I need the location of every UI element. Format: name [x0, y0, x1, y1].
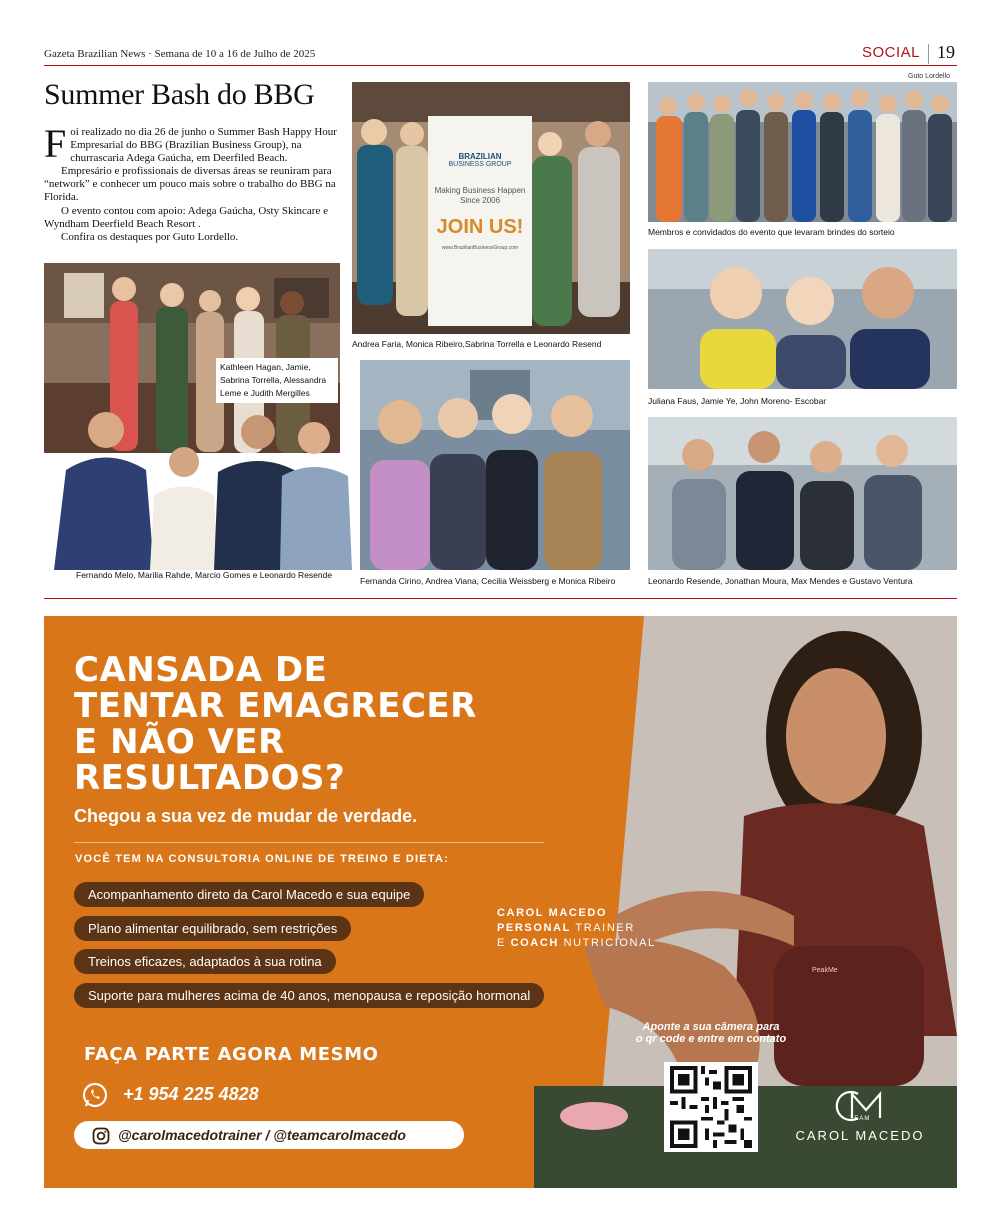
- ad-lead-text: VOCÊ TEM NA CONSULTORIA ONLINE DE TREINO E DIETA:: [75, 853, 449, 865]
- photo-four-people-caption: Fernando Melo, Marilia Rahde, Marcio Gomes e Leonardo Resende: [76, 570, 333, 580]
- bbg-banner-cta: JOIN US!: [436, 216, 524, 238]
- carol-macedo-ad: [44, 616, 957, 1188]
- qr-instruction: [616, 1021, 806, 1045]
- article-paragraph-4: Confira os destaques por Guto Lordello.: [61, 230, 239, 243]
- ad-divider: [74, 842, 544, 843]
- trainer-role-nutricional: NUTRICIONAL: [558, 937, 656, 949]
- photo-credit: Guto Lordello: [908, 73, 951, 80]
- ad-headline-line-3: E NÃO VER: [74, 722, 285, 762]
- photo-four-women-image: [360, 360, 630, 570]
- article-paragraph-1: Foi realizado no dia 26 de junho o Summer Bash Happy Hour Empresarial do BBG (Brazilian Business Group), na churrascaria Adega Gaúcha, em Deerfiled Beach.: [44, 121, 337, 166]
- photo-four-men: [648, 417, 957, 570]
- benefit-pill-2: Plano alimentar equilibrado, sem restrições: [74, 916, 351, 941]
- social-handles[interactable]: @carolmacedotrainer / @teamcarolmacedo: [118, 1127, 406, 1143]
- photo-bbg-banner-caption: Andrea Faria, Monica Ribeiro,Sabrina Torrella e Leonardo Resend: [352, 339, 602, 349]
- shirt-brand: PeakMe: [812, 967, 838, 974]
- ad-headline-line-1: CANSADA DE: [74, 650, 328, 690]
- logo-team: TEAM: [849, 1116, 871, 1122]
- header-separator: [928, 44, 929, 64]
- top-rule: [44, 65, 957, 66]
- article-body: [44, 121, 350, 244]
- photo-members-group: [648, 82, 957, 222]
- trainer-role-coach: COACH: [510, 937, 559, 949]
- photo-members-group-caption: Membros e convidados do evento que levaram brindes do sorteio: [648, 227, 895, 237]
- qr-code-icon: [668, 1066, 754, 1148]
- section-name: SOCIAL: [862, 44, 921, 61]
- benefit-pill-3: Treinos eficazes, adaptados à sua rotina: [74, 949, 336, 974]
- photo-four-men-caption: Leonardo Resende, Jonathan Moura, Max Mendes e Gustavo Ventura: [648, 576, 913, 586]
- instagram-icon: [92, 1127, 110, 1145]
- photo-three-people-image: [648, 249, 957, 389]
- photo-group-women-caption: Kathleen Hagan, Jamie, Sabrina Torrella, Alessandra Leme e Judith Mergilles: [216, 358, 338, 403]
- photo-four-people-image: [36, 400, 354, 570]
- benefit-pill-1: Acompanhamento direto da Carol Macedo e sua equipe: [74, 882, 424, 907]
- bbg-banner: [432, 152, 528, 251]
- article-paragraph-3: O evento contou com apoio: Adega Gaúcha, Osty Skincare e Wyndham Deerfield Beach Resort .: [44, 204, 328, 230]
- photo-four-women-caption: Fernanda Cirino, Andrea Viana, Cecilia Weissberg e Monica Ribeiro: [360, 576, 616, 586]
- bbg-banner-url: www.BrazilianBusinessGroup.com: [441, 245, 519, 251]
- photo-members-group-image: [648, 82, 957, 222]
- photo-three-people: [648, 249, 957, 389]
- bbg-banner-brand-1: BRAZILIAN: [458, 152, 502, 161]
- photo-bbg-banner: [352, 82, 630, 334]
- article-paragraph-2: Empresário e profissionais de diversas áreas se reuniram para “network” e conhecer um pouco mais sobre o trabalho do BBG na Florida.: [44, 165, 336, 204]
- article-headline: Summer Bash do BBG: [44, 78, 315, 111]
- qr-code[interactable]: [664, 1062, 758, 1152]
- ad-headline-line-2: TENTAR EMAGRECER: [74, 686, 477, 726]
- team-carol-macedo-logo: [780, 1086, 940, 1146]
- trainer-title: [497, 906, 656, 951]
- phone-link[interactable]: +1 954 225 4828: [123, 1084, 259, 1104]
- photo-four-men-image: [648, 417, 957, 570]
- ad-cta: FAÇA PARTE AGORA MESMO: [84, 1044, 379, 1065]
- photo-four-people: [36, 400, 354, 570]
- trainer-role-personal: PERSONAL: [497, 922, 571, 934]
- bbg-banner-brand-2: BUSINESS GROUP: [448, 161, 512, 168]
- ad-headline-line-4: RESULTADOS?: [74, 758, 346, 798]
- trainer-name: CAROL MACEDO: [497, 907, 608, 919]
- photo-four-women: [360, 360, 630, 570]
- bbg-banner-tagline: Making Business Happen Since 2006: [434, 186, 526, 205]
- trainer-role-e: E: [497, 937, 511, 949]
- drop-cap: F: [44, 121, 67, 166]
- publication-line: Gazeta Brazilian News · Semana de 10 a 16 de Julho de 2025: [44, 48, 316, 60]
- ad-subheadline: Chegou a sua vez de mudar de verdade.: [74, 806, 418, 826]
- middle-rule: [44, 598, 957, 599]
- whatsapp-icon: [82, 1082, 108, 1108]
- trainer-role-trainer: TRAINER: [570, 922, 635, 934]
- ad-headline: [74, 652, 634, 796]
- qr-instruction-line-2: o qr code e entre em contato: [635, 1033, 787, 1045]
- page-number: 19: [937, 42, 955, 62]
- logo-name: CAROL MACEDO: [795, 1128, 925, 1143]
- benefit-pill-4: Suporte para mulheres acima de 40 anos, menopausa e reposição hormonal: [74, 983, 544, 1008]
- qr-instruction-line-1: Aponte a sua câmera para: [642, 1021, 780, 1033]
- photo-three-people-caption: Juliana Faus, Jamie Ye, John Moreno- Escobar: [648, 396, 827, 406]
